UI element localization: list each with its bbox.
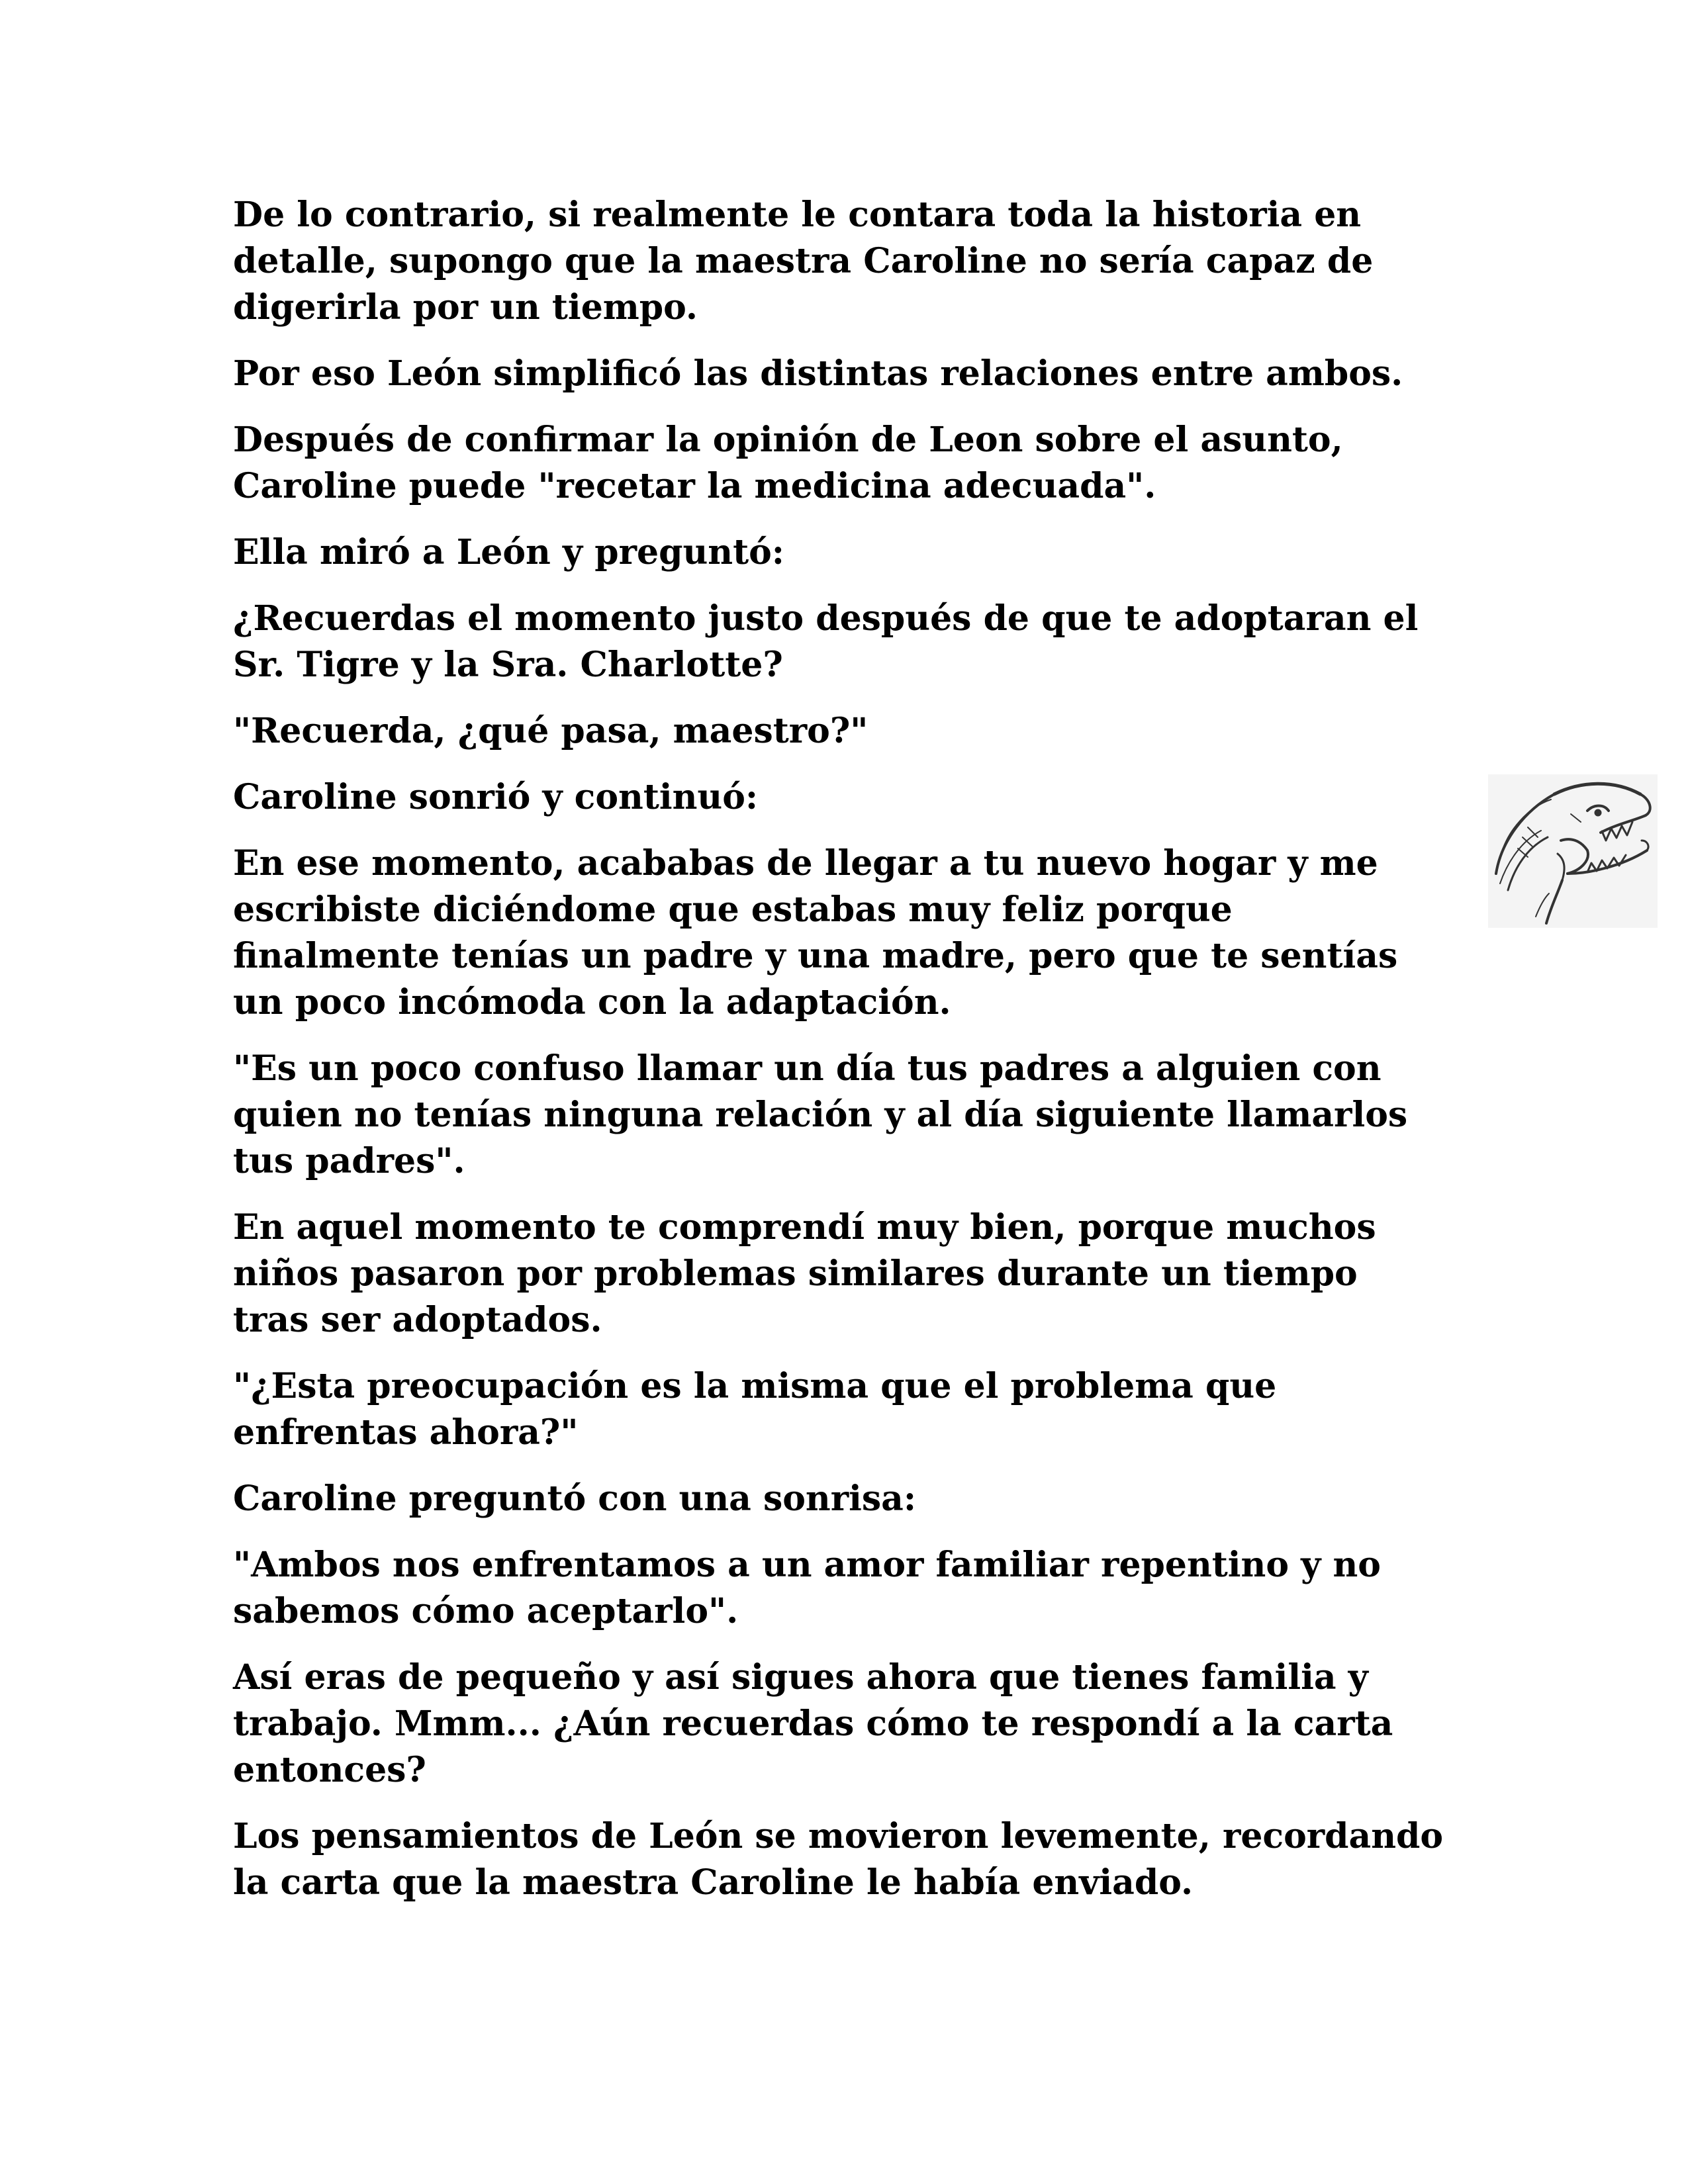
paragraph: Ella miró a León y preguntó: (233, 532, 784, 572)
body-text (233, 192, 1458, 1926)
paragraph: Los pensamientos de León se movieron levemente, recordando la carta que la maestra Caroline le había enviado. (233, 1816, 1444, 1903)
paragraph: "Ambos nos enfrentamos a un amor familiar repentino y no sabemos cómo aceptarlo". (233, 1545, 1381, 1631)
paragraph: De lo contrario, si realmente le contara toda la historia en detalle, supongo que la maestra Caroline no sería capaz de digerirla por un tiempo. (233, 195, 1374, 328)
paragraph: En aquel momento te comprendí muy bien, porque muchos niños pasaron por problemas similares durante un tiempo tras ser adoptados. (233, 1207, 1376, 1340)
paragraph: En ese momento, acababas de llegar a tu nuevo hogar y me escribiste diciéndome que estabas muy feliz porque finalmente tenías un padre y una madre, pero que te sentías un poco incómoda con la adaptación. (233, 843, 1398, 1023)
paragraph: Caroline preguntó con una sonrisa: (233, 1479, 917, 1519)
dinosaur-head-icon (1488, 774, 1658, 928)
paragraph: Después de confirmar la opinión de Leon sobre el asunto, Caroline puede "recetar la medicina adecuada". (233, 420, 1343, 506)
paragraph: "Es un poco confuso llamar un día tus padres a alguien con quien no tenías ninguna relación y al día siguiente llamarlos tus padres". (233, 1048, 1408, 1181)
paragraph: "¿Esta preocupación es la misma que el problema que enfrentas ahora?" (233, 1366, 1277, 1453)
paragraph: ¿Recuerdas el momento justo después de que te adoptaran el Sr. Tigre y la Sra. Charlotte? (233, 598, 1419, 685)
paragraph: Por eso León simplificó las distintas relaciones entre ambos. (233, 353, 1403, 394)
paragraph: "Recuerda, ¿qué pasa, maestro?" (233, 711, 868, 751)
paragraph: Caroline sonrió y continuó: (233, 777, 759, 817)
paragraph: Así eras de pequeño y así sigues ahora que tienes familia y trabajo. Mmm... ¿Aún recuerdas cómo te respondí a la carta entonces? (233, 1657, 1393, 1790)
